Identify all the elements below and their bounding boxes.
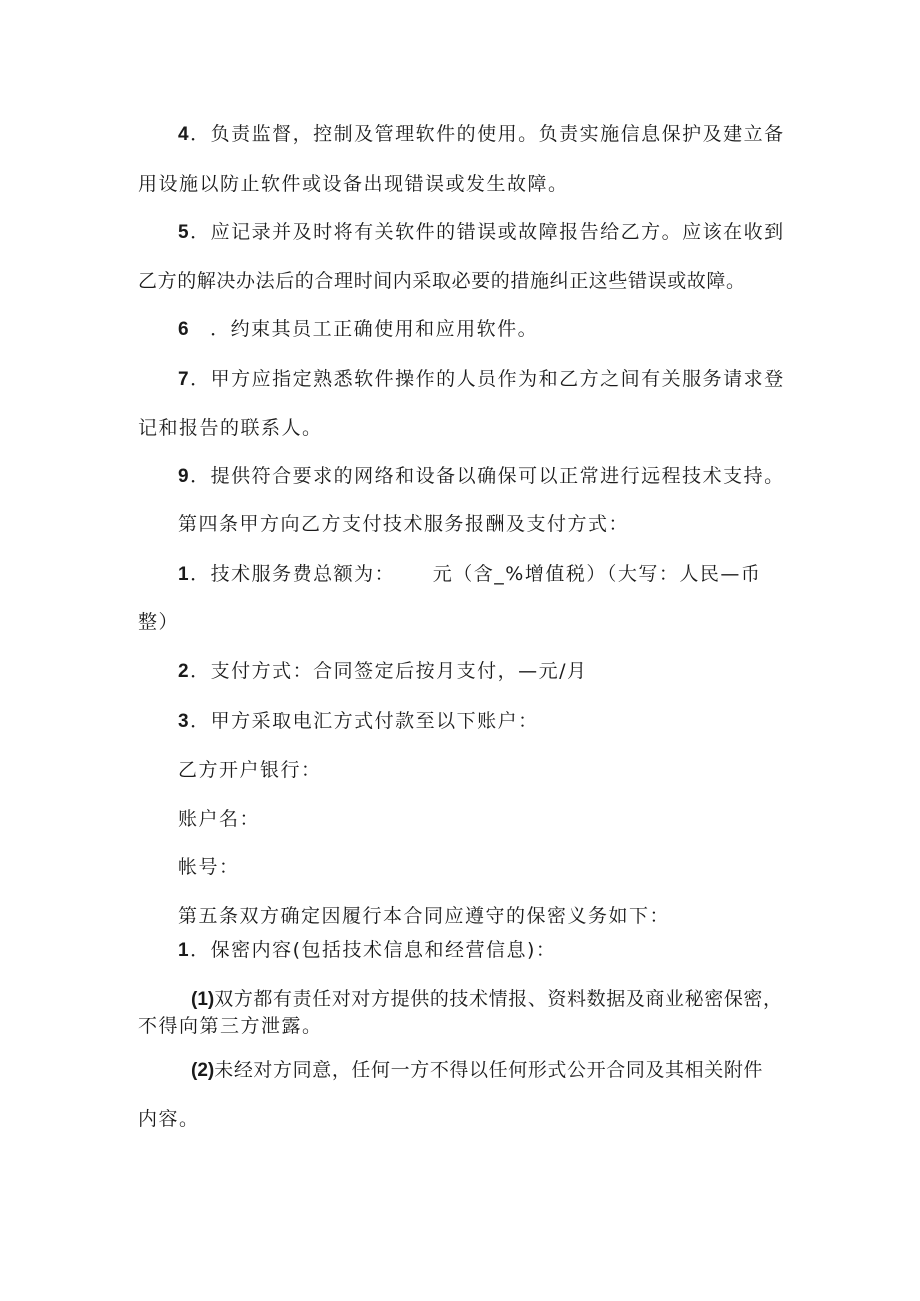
item-5-line-2: 乙方的解决办法后的合理时间内采取必要的措施纠正这些错误或故障。 (138, 270, 746, 292)
article-5-sub-1-text: 双方都有责任对对方提供的技术情报、资料数据及商业秘密保密， (214, 988, 783, 1010)
article-4-para-3-number: 3 (178, 711, 191, 732)
article-5-heading: 第五条双方确定因履行本合同应遵守的保密义务如下： (178, 905, 671, 927)
item-9-text: ．提供符合要求的网络和设备以确保可以正常进行远程技术支持。 (190, 465, 785, 487)
article-5-para-1-number: 1 (178, 940, 191, 961)
article-4-heading: 第四条甲方向乙方支付技术服务报酬及支付方式： (178, 513, 630, 535)
article-4-para-2-number: 2 (178, 661, 191, 682)
article-4-para-1-line-2: 整） (138, 611, 180, 633)
item-4-text: ．负责监督，控制及管理软件的使用。负责实施信息保护及建立备 (190, 123, 785, 145)
item-6-line-1 (178, 316, 538, 343)
article-5-sub-1-line-2: 不得向第三方泄露。 (138, 1015, 323, 1037)
item-5-text: ．应记录并及时将有关软件的错误或故障报告给乙方。应该在收到 (190, 221, 785, 243)
article-4-para-2-line-1 (178, 658, 587, 685)
article-5-para-1-text: ．保密内容(包括技术信息和经营信息)： (190, 939, 557, 961)
article-5-sub-2-line-2: 内容。 (138, 1108, 200, 1130)
bank-label: 乙方开户银行： (178, 759, 322, 781)
account-number-label: 帐号： (178, 856, 240, 878)
item-4-number: 4 (178, 124, 191, 145)
article-5-sub-2-number: (2) (191, 1060, 215, 1081)
item-7-line-1 (178, 366, 785, 393)
article-5-sub-1-line-1 (191, 986, 783, 1013)
item-5-number: 5 (178, 222, 191, 243)
item-5-line-1 (178, 219, 785, 246)
item-7-text: ．甲方应指定熟悉软件操作的人员作为和乙方之间有关服务请求登 (190, 368, 785, 390)
article-5-sub-2-line-1 (191, 1057, 763, 1084)
item-6-number: 6 (178, 319, 191, 340)
article-4-para-3-text: ．甲方采取电汇方式付款至以下账户： (190, 710, 539, 732)
article-4-para-1-text: ．技术服务费总额为： 元（含_%增值税）（大写：人民—币 (190, 563, 762, 585)
item-6-text: ．约束其员工正确使用和应用软件。 (210, 318, 539, 340)
item-7-number: 7 (178, 369, 191, 390)
article-4-para-3-line-1 (178, 708, 539, 735)
article-5-para-1-line-1 (178, 937, 556, 964)
article-5-sub-2-text: 未经对方同意，任何一方不得以任何形式公开合同及其相关附件 (214, 1059, 764, 1081)
article-5-sub-1-number: (1) (191, 989, 215, 1010)
account-name-label: 账户名： (178, 808, 261, 830)
article-4-para-1-line-1 (178, 561, 761, 588)
item-4-line-2: 用设施以防止软件或设备出现错误或发生故障。 (138, 173, 569, 195)
item-4-line-1 (178, 121, 785, 148)
article-4-para-2-text: ．支付方式：合同签定后按月支付，—元/月 (190, 660, 588, 682)
item-9-number: 9 (178, 466, 191, 487)
item-7-line-2: 记和报告的联系人。 (138, 417, 323, 439)
item-9-line-1 (178, 463, 785, 490)
article-4-para-1-number: 1 (178, 564, 191, 585)
